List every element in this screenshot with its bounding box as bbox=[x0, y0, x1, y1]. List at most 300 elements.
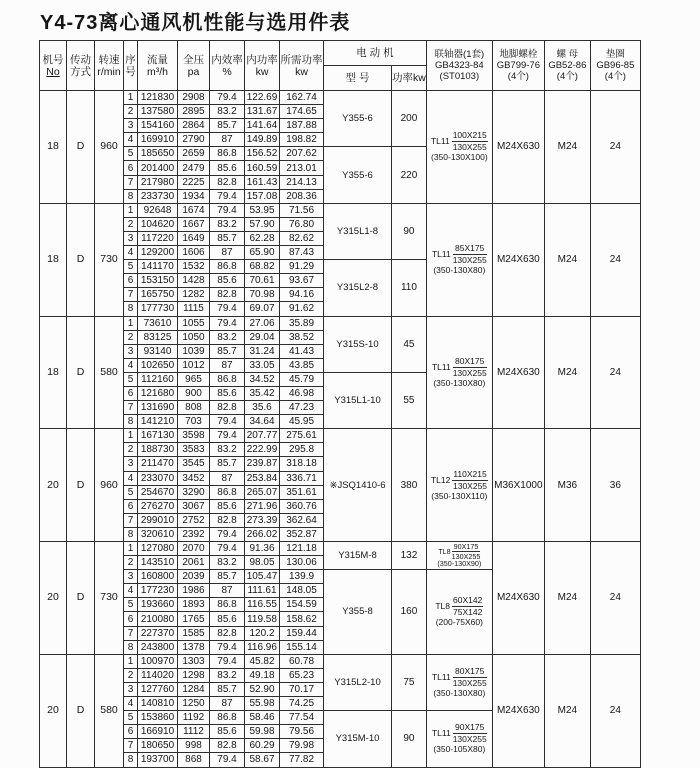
efficiency-value: 79.4 bbox=[210, 203, 245, 217]
internal-power-value: 111.61 bbox=[245, 584, 280, 598]
seq-no: 2 bbox=[124, 668, 138, 682]
required-power-value: 43.85 bbox=[280, 358, 324, 372]
pressure-value: 1192 bbox=[178, 711, 210, 725]
required-power-value: 162.74 bbox=[280, 91, 324, 105]
required-power-value: 93.67 bbox=[280, 274, 324, 288]
table-row bbox=[40, 654, 641, 668]
anchor-bolt-spec: M36X1000 bbox=[492, 429, 544, 542]
efficiency-value: 86.8 bbox=[210, 260, 245, 274]
seq-no: 1 bbox=[124, 429, 138, 443]
pressure-value: 2392 bbox=[178, 527, 210, 541]
page-title: Y4-73离心通风机性能与选用件表 bbox=[40, 12, 351, 34]
motor-model: Y315S-10 bbox=[324, 316, 392, 372]
coupling-note: (350-130X90) bbox=[437, 559, 482, 569]
seq-no: 1 bbox=[124, 203, 138, 217]
pressure-value: 1298 bbox=[178, 668, 210, 682]
seq-no: 8 bbox=[124, 527, 138, 541]
pressure-value: 965 bbox=[178, 372, 210, 386]
efficiency-value: 82.8 bbox=[210, 175, 245, 189]
required-power-value: 155.14 bbox=[280, 640, 324, 654]
col-nut-line3: (4个) bbox=[556, 71, 578, 82]
machine-no: 18 bbox=[40, 91, 67, 204]
col-required-power bbox=[280, 41, 324, 91]
nut-spec: M24 bbox=[544, 91, 590, 204]
motor-power: 132 bbox=[392, 542, 427, 570]
efficiency-value: 87 bbox=[210, 358, 245, 372]
flow-value: 127080 bbox=[138, 542, 178, 556]
efficiency-value: 82.8 bbox=[210, 513, 245, 527]
seq-no: 2 bbox=[124, 217, 138, 231]
internal-power-value: 116.96 bbox=[245, 640, 280, 654]
speed: 730 bbox=[95, 542, 124, 655]
seq-no: 6 bbox=[124, 386, 138, 400]
coupling-spec bbox=[426, 542, 492, 570]
coupling-size-lower: 130X255 bbox=[452, 367, 487, 378]
coupling-note: (350-130X100) bbox=[430, 152, 488, 163]
efficiency-value: 79.4 bbox=[210, 542, 245, 556]
drive-type: D bbox=[67, 542, 95, 655]
flow-value: 112160 bbox=[138, 372, 178, 386]
internal-power-value: 156.52 bbox=[245, 147, 280, 161]
efficiency-value: 79.4 bbox=[210, 415, 245, 429]
flow-value: 153150 bbox=[138, 274, 178, 288]
col-coupling-line3: (ST0103) bbox=[439, 71, 480, 82]
col-machine-no bbox=[40, 41, 67, 91]
col-anchor-bolt bbox=[492, 41, 544, 91]
col-drive-line1: 传动 bbox=[70, 53, 91, 66]
required-power-value: 79.56 bbox=[280, 725, 324, 739]
motor-power: 55 bbox=[392, 372, 427, 428]
flow-value: 243800 bbox=[138, 640, 178, 654]
required-power-value: 360.76 bbox=[280, 499, 324, 513]
washer-spec: 24 bbox=[590, 316, 640, 429]
efficiency-value: 85.7 bbox=[210, 457, 245, 471]
efficiency-value: 79.4 bbox=[210, 302, 245, 316]
pressure-value: 1112 bbox=[178, 725, 210, 739]
required-power-value: 198.82 bbox=[280, 133, 324, 147]
required-power-value: 91.29 bbox=[280, 260, 324, 274]
table-row bbox=[40, 203, 641, 217]
motor-power: 160 bbox=[392, 570, 427, 655]
efficiency-value: 85.6 bbox=[210, 725, 245, 739]
pressure-value: 3452 bbox=[178, 471, 210, 485]
motor-power: 380 bbox=[392, 429, 427, 542]
anchor-bolt-spec: M24X630 bbox=[492, 203, 544, 316]
motor-power: 110 bbox=[392, 260, 427, 316]
seq-no: 5 bbox=[124, 485, 138, 499]
coupling-note: (350-105X80) bbox=[433, 744, 486, 755]
required-power-value: 79.98 bbox=[280, 739, 324, 753]
pressure-value: 1012 bbox=[178, 358, 210, 372]
flow-value: 154160 bbox=[138, 119, 178, 133]
machine-no: 20 bbox=[40, 429, 67, 542]
pressure-value: 2908 bbox=[178, 91, 210, 105]
efficiency-value: 83.2 bbox=[210, 668, 245, 682]
col-motor-power: 功率kw bbox=[392, 66, 427, 91]
seq-no: 6 bbox=[124, 612, 138, 626]
col-required-power-line2: kw bbox=[295, 65, 308, 78]
internal-power-value: 34.52 bbox=[245, 372, 280, 386]
efficiency-value: 86.8 bbox=[210, 147, 245, 161]
motor-model: Y315L1-10 bbox=[324, 372, 392, 428]
efficiency-value: 82.8 bbox=[210, 626, 245, 640]
efficiency-value: 79.4 bbox=[210, 91, 245, 105]
required-power-value: 47.23 bbox=[280, 401, 324, 415]
internal-power-value: 222.99 bbox=[245, 443, 280, 457]
required-power-value: 46.98 bbox=[280, 386, 324, 400]
internal-power-value: 161.43 bbox=[245, 175, 280, 189]
efficiency-value: 85.6 bbox=[210, 274, 245, 288]
coupling-spec bbox=[426, 711, 492, 767]
flow-value: 141170 bbox=[138, 260, 178, 274]
motor-power: 200 bbox=[392, 91, 427, 147]
motor-model: Y315L2-10 bbox=[324, 654, 392, 710]
internal-power-value: 253.84 bbox=[245, 471, 280, 485]
efficiency-value: 87 bbox=[210, 697, 245, 711]
internal-power-value: 120.2 bbox=[245, 626, 280, 640]
table-body bbox=[40, 91, 641, 768]
seq-no: 8 bbox=[124, 753, 138, 767]
pressure-value: 3290 bbox=[178, 485, 210, 499]
required-power-value: 207.62 bbox=[280, 147, 324, 161]
pressure-value: 1893 bbox=[178, 598, 210, 612]
col-drive-line2: 方式 bbox=[70, 65, 91, 78]
seq-no: 4 bbox=[124, 471, 138, 485]
internal-power-value: 239.87 bbox=[245, 457, 280, 471]
col-flow-line2: m³/h bbox=[147, 65, 168, 78]
motor-power: 90 bbox=[392, 203, 427, 259]
col-nut bbox=[544, 41, 590, 91]
internal-power-value: 60.29 bbox=[245, 739, 280, 753]
col-pressure-line1: 全压 bbox=[183, 53, 204, 66]
drive-type: D bbox=[67, 203, 95, 316]
pressure-value: 1115 bbox=[178, 302, 210, 316]
speed: 960 bbox=[95, 429, 124, 542]
flow-value: 121830 bbox=[138, 91, 178, 105]
internal-power-value: 149.89 bbox=[245, 133, 280, 147]
efficiency-value: 87 bbox=[210, 133, 245, 147]
col-anchor-bolt-line2: GB799-76 bbox=[496, 60, 540, 71]
internal-power-value: 141.64 bbox=[245, 119, 280, 133]
internal-power-value: 70.98 bbox=[245, 288, 280, 302]
flow-value: 143510 bbox=[138, 556, 178, 570]
pressure-value: 998 bbox=[178, 739, 210, 753]
flow-value: 121680 bbox=[138, 386, 178, 400]
required-power-value: 336.71 bbox=[280, 471, 324, 485]
col-internal-power-line2: kw bbox=[255, 65, 269, 78]
efficiency-value: 86.8 bbox=[210, 598, 245, 612]
col-efficiency-line2: % bbox=[222, 65, 232, 78]
drive-type: D bbox=[67, 429, 95, 542]
col-pressure-line2: pa bbox=[187, 65, 200, 78]
coupling-size-lower: 75X142 bbox=[453, 607, 483, 618]
required-power-value: 65.23 bbox=[280, 668, 324, 682]
pressure-value: 1050 bbox=[178, 330, 210, 344]
pressure-value: 1284 bbox=[178, 682, 210, 696]
internal-power-value: 62.28 bbox=[245, 231, 280, 245]
col-efficiency bbox=[210, 41, 245, 91]
pressure-value: 2070 bbox=[178, 542, 210, 556]
machine-no: 20 bbox=[40, 542, 67, 655]
drive-type: D bbox=[67, 654, 95, 767]
pressure-value: 1055 bbox=[178, 316, 210, 330]
nut-spec: M24 bbox=[544, 654, 590, 767]
col-flow-line1: 流量 bbox=[147, 53, 168, 66]
efficiency-value: 83.2 bbox=[210, 105, 245, 119]
flow-value: 167130 bbox=[138, 429, 178, 443]
efficiency-value: 85.7 bbox=[210, 119, 245, 133]
seq-no: 2 bbox=[124, 330, 138, 344]
motor-power: 45 bbox=[392, 316, 427, 372]
speed: 580 bbox=[95, 654, 124, 767]
col-internal-power-line1: 内功率 bbox=[246, 53, 278, 66]
required-power-value: 159.44 bbox=[280, 626, 324, 640]
flow-value: 188730 bbox=[138, 443, 178, 457]
pressure-value: 2039 bbox=[178, 570, 210, 584]
seq-no: 7 bbox=[124, 513, 138, 527]
pressure-value: 1532 bbox=[178, 260, 210, 274]
flow-value: 104620 bbox=[138, 217, 178, 231]
efficiency-value: 85.7 bbox=[210, 231, 245, 245]
internal-power-value: 68.82 bbox=[245, 260, 280, 274]
efficiency-value: 85.7 bbox=[210, 682, 245, 696]
pressure-value: 3598 bbox=[178, 429, 210, 443]
flow-value: 129200 bbox=[138, 246, 178, 260]
flow-value: 276270 bbox=[138, 499, 178, 513]
efficiency-value: 79.4 bbox=[210, 654, 245, 668]
coupling-size-lower: 130X255 bbox=[452, 255, 487, 266]
seq-no: 4 bbox=[124, 246, 138, 260]
flow-value: 102650 bbox=[138, 358, 178, 372]
required-power-value: 139.9 bbox=[280, 570, 324, 584]
seq-no: 7 bbox=[124, 288, 138, 302]
efficiency-value: 83.2 bbox=[210, 443, 245, 457]
drive-type: D bbox=[67, 91, 95, 204]
internal-power-value: 70.61 bbox=[245, 274, 280, 288]
required-power-value: 38.52 bbox=[280, 330, 324, 344]
coupling-size-upper: 110X215 bbox=[453, 468, 487, 479]
flow-value: 140810 bbox=[138, 697, 178, 711]
flow-value: 177230 bbox=[138, 584, 178, 598]
seq-no: 7 bbox=[124, 175, 138, 189]
required-power-value: 187.88 bbox=[280, 119, 324, 133]
efficiency-value: 83.2 bbox=[210, 330, 245, 344]
coupling-type: TL11 bbox=[431, 249, 451, 260]
seq-no: 4 bbox=[124, 358, 138, 372]
table-row bbox=[40, 429, 641, 443]
pressure-value: 900 bbox=[178, 386, 210, 400]
col-speed bbox=[95, 41, 124, 91]
pressure-value: 1303 bbox=[178, 654, 210, 668]
internal-power-value: 58.67 bbox=[245, 753, 280, 767]
flow-value: 83125 bbox=[138, 330, 178, 344]
coupling-type: TL12 bbox=[430, 474, 451, 485]
required-power-value: 82.62 bbox=[280, 231, 324, 245]
pressure-value: 1986 bbox=[178, 584, 210, 598]
coupling-size-upper: 90X175 bbox=[453, 723, 487, 734]
internal-power-value: 265.07 bbox=[245, 485, 280, 499]
required-power-value: 77.54 bbox=[280, 711, 324, 725]
fan-selection-table bbox=[39, 40, 641, 768]
col-washer-line2: GB96-85 bbox=[596, 60, 635, 71]
internal-power-value: 57.90 bbox=[245, 217, 280, 231]
internal-power-value: 59.98 bbox=[245, 725, 280, 739]
seq-no: 3 bbox=[124, 570, 138, 584]
anchor-bolt-spec: M24X630 bbox=[492, 91, 544, 204]
efficiency-value: 79.4 bbox=[210, 189, 245, 203]
motor-power: 90 bbox=[392, 711, 427, 767]
coupling-size-lower: 130X255 bbox=[453, 480, 488, 491]
nut-spec: M24 bbox=[544, 203, 590, 316]
col-nut-line1: 螺 母 bbox=[556, 49, 579, 60]
seq-no: 1 bbox=[124, 316, 138, 330]
coupling-type: TL8 bbox=[435, 601, 451, 612]
anchor-bolt-spec: M24X630 bbox=[492, 654, 544, 767]
internal-power-value: 266.02 bbox=[245, 527, 280, 541]
coupling-type: TL11 bbox=[431, 671, 451, 682]
flow-value: 201400 bbox=[138, 161, 178, 175]
pressure-value: 2864 bbox=[178, 119, 210, 133]
flow-value: 114020 bbox=[138, 668, 178, 682]
flow-value: 233070 bbox=[138, 471, 178, 485]
flow-value: 92648 bbox=[138, 203, 178, 217]
coupling-size-lower: 130X255 bbox=[452, 142, 487, 153]
flow-value: 217980 bbox=[138, 175, 178, 189]
internal-power-value: 273.39 bbox=[245, 513, 280, 527]
efficiency-value: 86.8 bbox=[210, 711, 245, 725]
required-power-value: 158.62 bbox=[280, 612, 324, 626]
seq-no: 7 bbox=[124, 626, 138, 640]
required-power-value: 77.82 bbox=[280, 753, 324, 767]
pressure-value: 2895 bbox=[178, 105, 210, 119]
efficiency-value: 79.4 bbox=[210, 316, 245, 330]
required-power-value: 154.59 bbox=[280, 598, 324, 612]
coupling-type: TL11 bbox=[431, 361, 451, 372]
coupling-note: (350-130X80) bbox=[433, 687, 486, 698]
efficiency-value: 85.6 bbox=[210, 499, 245, 513]
required-power-value: 352.87 bbox=[280, 527, 324, 541]
coupling-spec bbox=[426, 316, 492, 429]
efficiency-value: 86.8 bbox=[210, 485, 245, 499]
pressure-value: 2061 bbox=[178, 556, 210, 570]
required-power-value: 295.8 bbox=[280, 443, 324, 457]
efficiency-value: 79.4 bbox=[210, 753, 245, 767]
seq-no: 2 bbox=[124, 443, 138, 457]
col-internal-power bbox=[245, 41, 280, 91]
internal-power-value: 31.24 bbox=[245, 344, 280, 358]
efficiency-value: 82.8 bbox=[210, 288, 245, 302]
flow-value: 166910 bbox=[138, 725, 178, 739]
seq-no: 5 bbox=[124, 147, 138, 161]
required-power-value: 60.78 bbox=[280, 654, 324, 668]
internal-power-value: 53.95 bbox=[245, 203, 280, 217]
seq-no: 8 bbox=[124, 302, 138, 316]
internal-power-value: 35.6 bbox=[245, 401, 280, 415]
motor-model: Y315M-10 bbox=[324, 711, 392, 767]
required-power-value: 318.18 bbox=[280, 457, 324, 471]
coupling-size-upper: 60X142 bbox=[453, 595, 483, 606]
speed: 580 bbox=[95, 316, 124, 429]
efficiency-value: 85.7 bbox=[210, 344, 245, 358]
pressure-value: 3583 bbox=[178, 443, 210, 457]
pressure-value: 808 bbox=[178, 401, 210, 415]
col-nut-line2: GB52-86 bbox=[548, 60, 587, 71]
coupling-spec bbox=[426, 654, 492, 710]
flow-value: 210080 bbox=[138, 612, 178, 626]
internal-power-value: 69.07 bbox=[245, 302, 280, 316]
flow-value: 127760 bbox=[138, 682, 178, 696]
coupling-size-upper: 90X175 bbox=[453, 542, 479, 552]
efficiency-value: 82.8 bbox=[210, 401, 245, 415]
col-seq bbox=[124, 41, 138, 91]
internal-power-value: 116.55 bbox=[245, 598, 280, 612]
motor-model: ※JSQ1410-6 bbox=[324, 429, 392, 542]
coupling-size-upper: 80X175 bbox=[453, 667, 487, 678]
internal-power-value: 35.42 bbox=[245, 386, 280, 400]
pressure-value: 1649 bbox=[178, 231, 210, 245]
internal-power-value: 55.98 bbox=[245, 697, 280, 711]
table-row bbox=[40, 542, 641, 556]
pressure-value: 3067 bbox=[178, 499, 210, 513]
required-power-value: 45.79 bbox=[280, 372, 324, 386]
coupling-note: (350-130X80) bbox=[433, 377, 486, 388]
required-power-value: 71.56 bbox=[280, 203, 324, 217]
coupling-type: TL11 bbox=[430, 136, 450, 147]
internal-power-value: 98.05 bbox=[245, 556, 280, 570]
pressure-value: 2479 bbox=[178, 161, 210, 175]
efficiency-value: 83.2 bbox=[210, 217, 245, 231]
seq-no: 6 bbox=[124, 161, 138, 175]
required-power-value: 70.17 bbox=[280, 682, 324, 696]
washer-spec: 24 bbox=[590, 542, 640, 655]
pressure-value: 2225 bbox=[178, 175, 210, 189]
col-required-power-line1: 所需功率 bbox=[280, 53, 323, 66]
efficiency-value: 85.6 bbox=[210, 386, 245, 400]
flow-value: 233730 bbox=[138, 189, 178, 203]
col-pressure bbox=[178, 41, 210, 91]
seq-no: 5 bbox=[124, 372, 138, 386]
seq-no: 1 bbox=[124, 542, 138, 556]
seq-no: 2 bbox=[124, 556, 138, 570]
flow-value: 141210 bbox=[138, 415, 178, 429]
efficiency-value: 87 bbox=[210, 584, 245, 598]
internal-power-value: 91.36 bbox=[245, 542, 280, 556]
col-seq-line1: 序 bbox=[125, 53, 136, 66]
flow-value: 73610 bbox=[138, 316, 178, 330]
washer-spec: 24 bbox=[590, 91, 640, 204]
flow-value: 160800 bbox=[138, 570, 178, 584]
drive-type: D bbox=[67, 316, 95, 429]
speed: 730 bbox=[95, 203, 124, 316]
internal-power-value: 45.82 bbox=[245, 654, 280, 668]
seq-no: 4 bbox=[124, 697, 138, 711]
flow-value: 169910 bbox=[138, 133, 178, 147]
col-washer-line3: (4个) bbox=[604, 71, 626, 82]
required-power-value: 41.43 bbox=[280, 344, 324, 358]
seq-no: 3 bbox=[124, 682, 138, 696]
motor-model: Y355-8 bbox=[324, 570, 392, 655]
pressure-value: 1934 bbox=[178, 189, 210, 203]
coupling-note: (350-130X80) bbox=[433, 265, 486, 276]
flow-value: 254670 bbox=[138, 485, 178, 499]
internal-power-value: 33.05 bbox=[245, 358, 280, 372]
seq-no: 2 bbox=[124, 105, 138, 119]
anchor-bolt-spec: M24X630 bbox=[492, 316, 544, 429]
motor-model: Y315M-8 bbox=[324, 542, 392, 570]
pressure-value: 1039 bbox=[178, 344, 210, 358]
flow-value: 299010 bbox=[138, 513, 178, 527]
coupling-spec bbox=[426, 429, 492, 542]
